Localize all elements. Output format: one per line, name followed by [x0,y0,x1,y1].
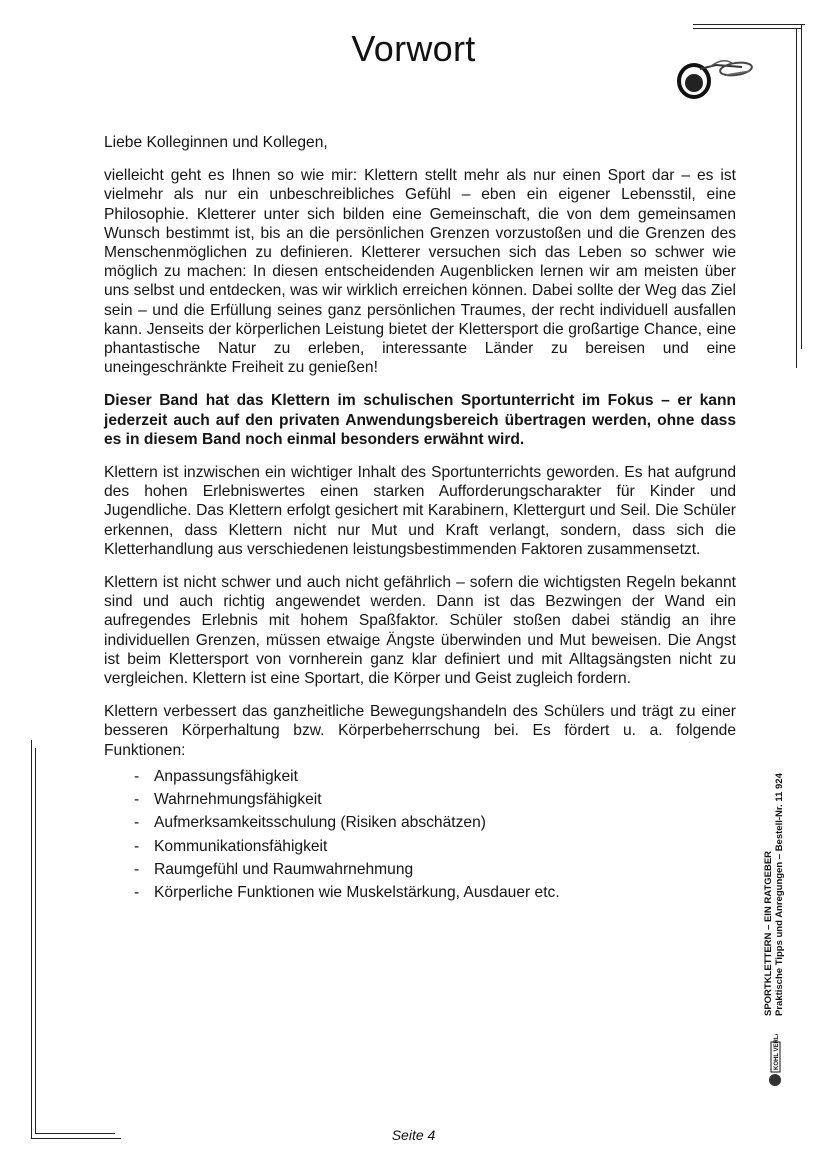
list-item-text: Wahrnehmungsfähigkeit [154,791,322,809]
frame-line-top-right-h2 [693,28,801,29]
list-marker: - [134,837,140,855]
sidebar-line-2: Praktische Tipps und Anregungen – Bestell-Nr. 11 924 [774,773,785,1016]
carabiner-illustration [670,55,760,110]
list-item [104,858,736,881]
page-number: Seite 4 [391,1127,436,1143]
list-item [104,788,736,811]
sidebar-line-1: SPORTKLETTERN – EIN RATGEBER [763,850,774,1016]
greeting: Liebe Kolleginnen und Kollegen, [104,134,328,151]
list-marker: - [134,883,140,901]
list-item-text: Raumgefühl und Raumwahrnehmung [154,860,414,878]
paragraph: Klettern ist inzwischen ein wichtiger Inhalt des Sportunterrichts geworden. Es hat aufgrund des hohen Erlebniswertes einen starken Aufforderungscharakter für Kinder und Jugendliche. Das Klettern erfolgt gesichert mit Karabinern, Klettergurt und Seil. Die Schüler erkennen, dass Klettern nicht nur Mut und Kraft verlangt, sondern, dass sich die Kletterhandlung aus verschiedenen leistungsbestimmenden Faktoren zusammensetzt. [104,464,736,558]
main-content [104,133,736,904]
list-item [104,811,736,834]
list-marker: - [134,860,140,878]
frame-line-right-v2 [801,24,802,349]
list-marker: - [134,814,140,832]
page-title: Vorwort [351,28,476,69]
list-marker: - [134,791,140,809]
list-marker: - [134,767,140,785]
list-item [104,765,736,788]
list-item [104,835,736,858]
list-item-text: Aufmerksamkeitsschulung (Risiken abschätzen) [154,814,486,832]
list-item [104,881,736,904]
publisher-name: KOHL VERLAG [774,1034,780,1070]
list-item-text: Körperliche Funktionen wie Muskelstärkung, Ausdauer etc. [154,883,560,901]
list-item-text: Kommunikationsfähigkeit [154,837,328,855]
list-item-text: Anpassungsfähigkeit [154,767,298,785]
paragraph: vielleicht geht es Ihnen so wie mir: Klettern stellt mehr als nur einen Sport dar – es ist vielmehr als nur ein unbeschreibliches Gefühl – eben ein eigener Lebensstil, eine Philosophie. Kletterer unter sich bilden eine Gemeinschaft, die von dem gemeinsamen Wunsch bestimmt ist, bis an die persönlichen Grenzen vorzustoßen und die Grenzen des Menschenmöglichen zu definieren. Kletterer versuchen sich das Leben so schwer wie möglich zu machen: In diesen entscheidenden Augenblicken lernen wir am meisten über uns selbst und entdecken, was wir wirklich erreichen können. Dabei sollte der Weg das Ziel sein – und die Erfüllung seines ganz persönlichen Traumes, der recht individuell ausfallen kann. Jenseits der körperlichen Leistung bietet der Klettersport die großartige Chance, eine phantastische Natur zu erleben, interessante Länder zu bereisen und eine uneingeschränkte Freiheit zu genießen! [104,167,736,377]
frame-line-right-v [796,28,797,368]
frame-line-left-v [31,740,32,1138]
frame-line-top-right-h [693,24,805,25]
paragraph-bold: Dieser Band hat das Klettern im schulischen Sportunterricht im Fokus – er kann jederzeit auch auf den privaten Anwendungsbereich übertragen werden, ohne dass es in diesem Band noch einmal besonders erwähnt wird. [104,392,736,448]
function-list [104,765,736,904]
paragraph: Klettern ist nicht schwer und auch nicht gefährlich – sofern die wichtigsten Regeln bekannt sind und auch richtig angewendet werden. Dann ist das Bezwingen der Wand ein aufregendes Erlebnis mit hohem Spaßfaktor. Schüler stoßen dabei ständig an ihre individuellen Grenzen, müssen etwaige Ängste überwinden und Mut beweisen. Die Angst ist beim Klettersport von vornherein ganz klar definiert und mit Alltagsängsten nicht zu vergleichen. Klettern ist eine Sportart, die Körper und Geist zugleich fordern. [104,574,736,688]
paragraph: Klettern verbessert das ganzheitliche Bewegungshandeln des Schülers und trägt zu einer besseren Körperhaltung bzw. Körperbeherrschung bei. Es fördert u. a. folgende Funktionen: [104,703,736,759]
publisher-logo [757,1034,793,1091]
frame-line-left-v2 [35,748,36,1133]
